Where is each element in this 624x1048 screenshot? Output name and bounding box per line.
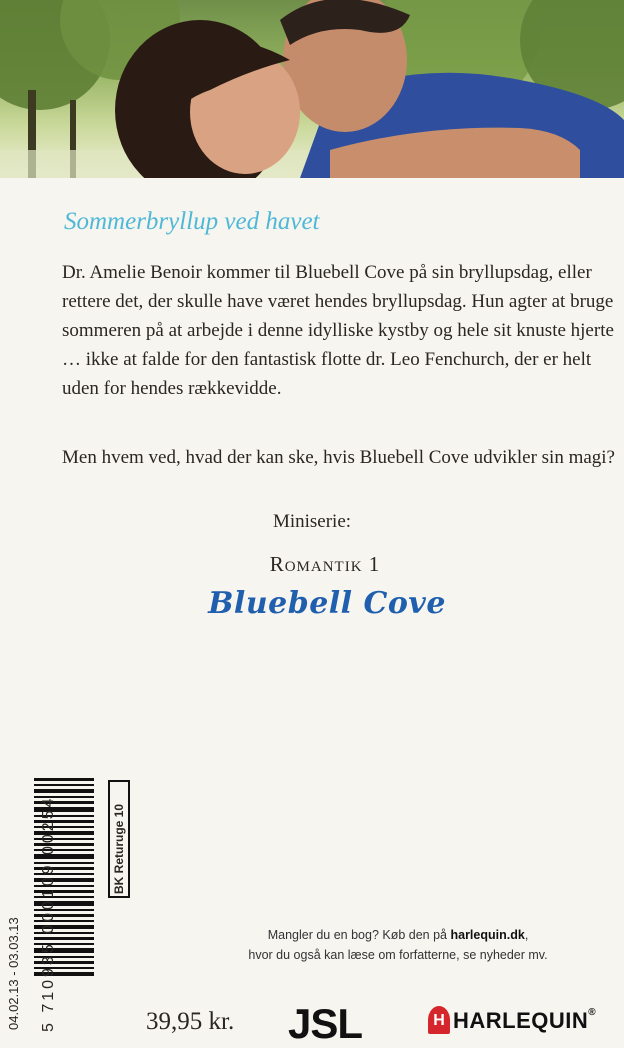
blurb-paragraph-2: Men hvem ved, hvad der kan ske, hvis Bluebell Cove udvikler sin magi?	[62, 447, 615, 468]
price: 39,95 kr.	[146, 1008, 235, 1035]
sale-dates: 04.02.13 - 03.03.13	[6, 917, 21, 1030]
harlequin-wordmark: HARLEQUIN	[453, 1008, 589, 1033]
return-week-box	[108, 780, 130, 898]
registered-icon: ®	[588, 1007, 597, 1018]
miniserie-label: Miniserie:	[272, 511, 352, 532]
book-tagline: Sommerbryllup ved havet	[64, 208, 320, 235]
web-line2: hvor du også kan læse om forfatterne, se nyheder mv.	[248, 948, 548, 962]
web-line1-post: ,	[524, 928, 529, 942]
series-name: Romantik 1	[269, 552, 381, 576]
website-info	[200, 925, 596, 965]
barcode-digits: 5 710935 000109 00254	[40, 795, 57, 1032]
website-link[interactable]: harlequin.dk	[450, 928, 525, 942]
web-line1-pre: Mangler du en bog? Køb den på	[267, 928, 451, 942]
cover-photo	[0, 0, 624, 178]
jsl-logo: JSL	[288, 1000, 363, 1047]
return-week-label: BK Returuge 10	[112, 803, 126, 894]
harlequin-mark-icon: H	[428, 1006, 450, 1034]
blurb-paragraph-1: Dr. Amelie Benoir kommer til Bluebell Cove på sin bryllupsdag, eller rettere det, der skulle have været hendes bryllupsdag. Hun agter at bruge sommeren på at arbejde i denne idylliske kystby og hele sit knuste hjerte … ikke at falde for den fantastisk flotte dr. Leo Fenchurch, der er helt uden for hendes rækkevidde.	[62, 262, 614, 399]
series-logo: Bluebell Cove	[208, 586, 446, 621]
couple-illustration	[0, 0, 624, 178]
harlequin-logo	[428, 1006, 596, 1032]
